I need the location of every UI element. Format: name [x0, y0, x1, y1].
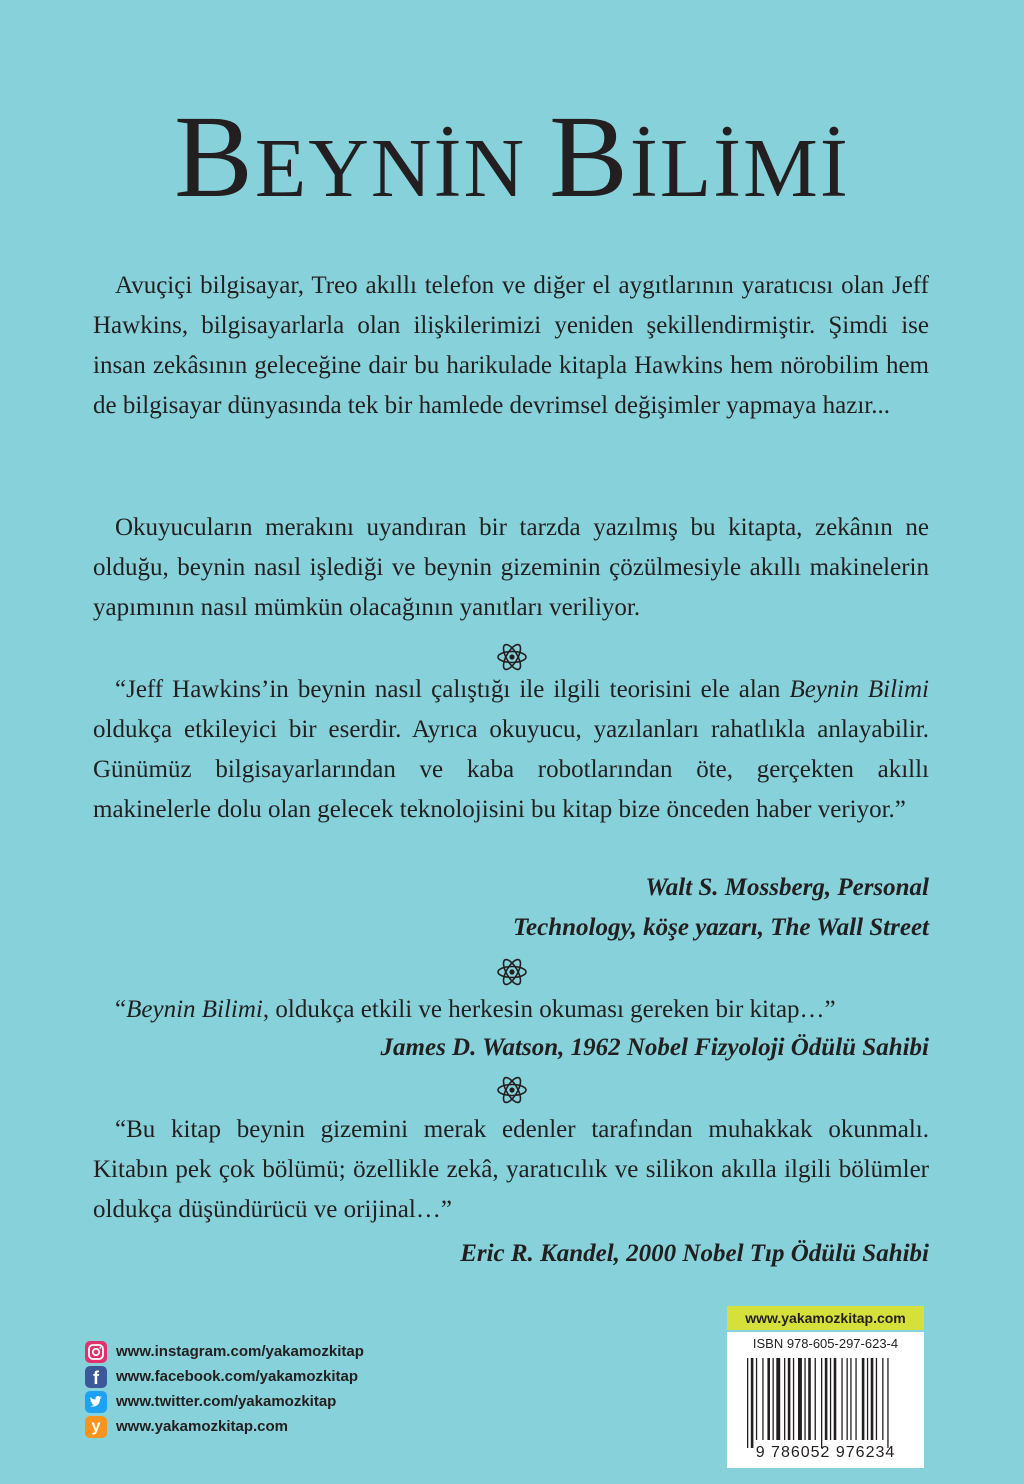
barcode-number: 9 786052 976234 — [755, 1444, 896, 1461]
quote-text: “Bu kitap beynin gizemini merak edenler tarafından muhakkak okunmalı. Kitabın pek çok bölümü; özellikle zekâ, yaratıcılık ve silikon akılla ilgili bölümler oldukça düşündürücü ve orijinal…” — [93, 1116, 929, 1223]
paragraph-text: Avuçiçi bilgisayar, Treo akıllı telefon ve diğer el aygıtlarının yaratıcısı olan Jeff Hawkins, bilgisayarlarla olan ilişkilerimizi yeniden şekillendirmiştir. Şimdi ise insan zekâsının geleceğine dair bu harikulade kitapla Hawkins hem nörobilim hem de bilgisayar dünyasında tek bir hamlede devrimsel değişimler yapmaya hazır... — [93, 272, 929, 419]
title-letter: B — [549, 91, 630, 222]
atom-ornament-icon — [496, 956, 528, 988]
book-title-italic: Beynin Bilimi — [789, 676, 929, 703]
quote-text: , oldukça etkili ve herkesin okuması gereken bir kitap…” — [262, 996, 836, 1023]
quote-2 — [93, 990, 929, 1030]
barcode-box — [727, 1332, 924, 1468]
description-paragraph-1 — [93, 266, 929, 426]
paragraph-text: Okuyucuların merakını uyandıran bir tarzda yazılmış bu kitapta, zekânın ne olduğu, beynin nasıl işlediği ve beynin gizeminin çözülmesiyle akıllı makinelerin yapımının nasıl mümkün olacağının yanıtları veriliyor. — [93, 514, 929, 621]
website-tag: www.yakamozkitap.com — [727, 1306, 924, 1330]
instagram-link[interactable]: www.instagram.com/yakamozkitap — [116, 1343, 364, 1360]
attribution-line: Walt S. Mossberg, Personal — [645, 874, 929, 901]
quote-1-attribution — [513, 868, 929, 948]
book-title — [0, 91, 1024, 222]
barcode-icon — [747, 1358, 907, 1448]
facebook-link[interactable]: www.facebook.com/yakamozkitap — [116, 1368, 359, 1385]
quote-3-attribution — [460, 1234, 929, 1274]
atom-ornament-icon — [496, 1074, 528, 1106]
facebook-icon: f — [85, 1366, 107, 1388]
quote-2-attribution — [381, 1028, 929, 1068]
twitter-icon — [85, 1391, 107, 1413]
isbn-number: ISBN 978-605-297-623-4 — [752, 1336, 899, 1351]
title-letter: B — [174, 91, 255, 222]
twitter-link[interactable]: www.twitter.com/yakamozkitap — [116, 1393, 337, 1410]
book-title-italic: Beynin Bilimi — [126, 996, 263, 1023]
description-paragraph-2 — [93, 508, 929, 628]
quote-text: “Jeff Hawkins’in beynin nasıl çalıştığı ile ilgili teorisini ele alan — [115, 676, 790, 703]
quote-text: oldukça etkileyici bir eserdir. Ayrıca okuyucu, yazılanları rahatlıkla anlayabilir. Günümüz bilgisayarlarından ve kaba robotlarından öte, gerçekten akıllı makinelerle dolu olan gelecek teknolojisini bu kitap bize önceden haber veriyor.” — [93, 716, 929, 823]
atom-ornament-icon — [496, 641, 528, 673]
attribution-line: Technology, köşe yazarı, The Wall Street — [513, 914, 929, 941]
quote-mark: “ — [115, 996, 127, 1023]
quote-1 — [93, 670, 929, 830]
title-part: EYNİN — [254, 122, 550, 215]
quote-3 — [93, 1110, 929, 1230]
website-link[interactable]: www.yakamozkitap.com — [116, 1418, 289, 1435]
attribution-line: James D. Watson, 1962 Nobel Fizyoloji Ödülü Sahibi — [380, 1034, 929, 1061]
yakamoz-logo-icon: y — [85, 1416, 107, 1438]
title-part: İLİMİ — [629, 122, 850, 215]
instagram-icon — [85, 1341, 107, 1363]
attribution-line: Eric R. Kandel, 2000 Nobel Tıp Ödülü Sahibi — [460, 1240, 929, 1267]
